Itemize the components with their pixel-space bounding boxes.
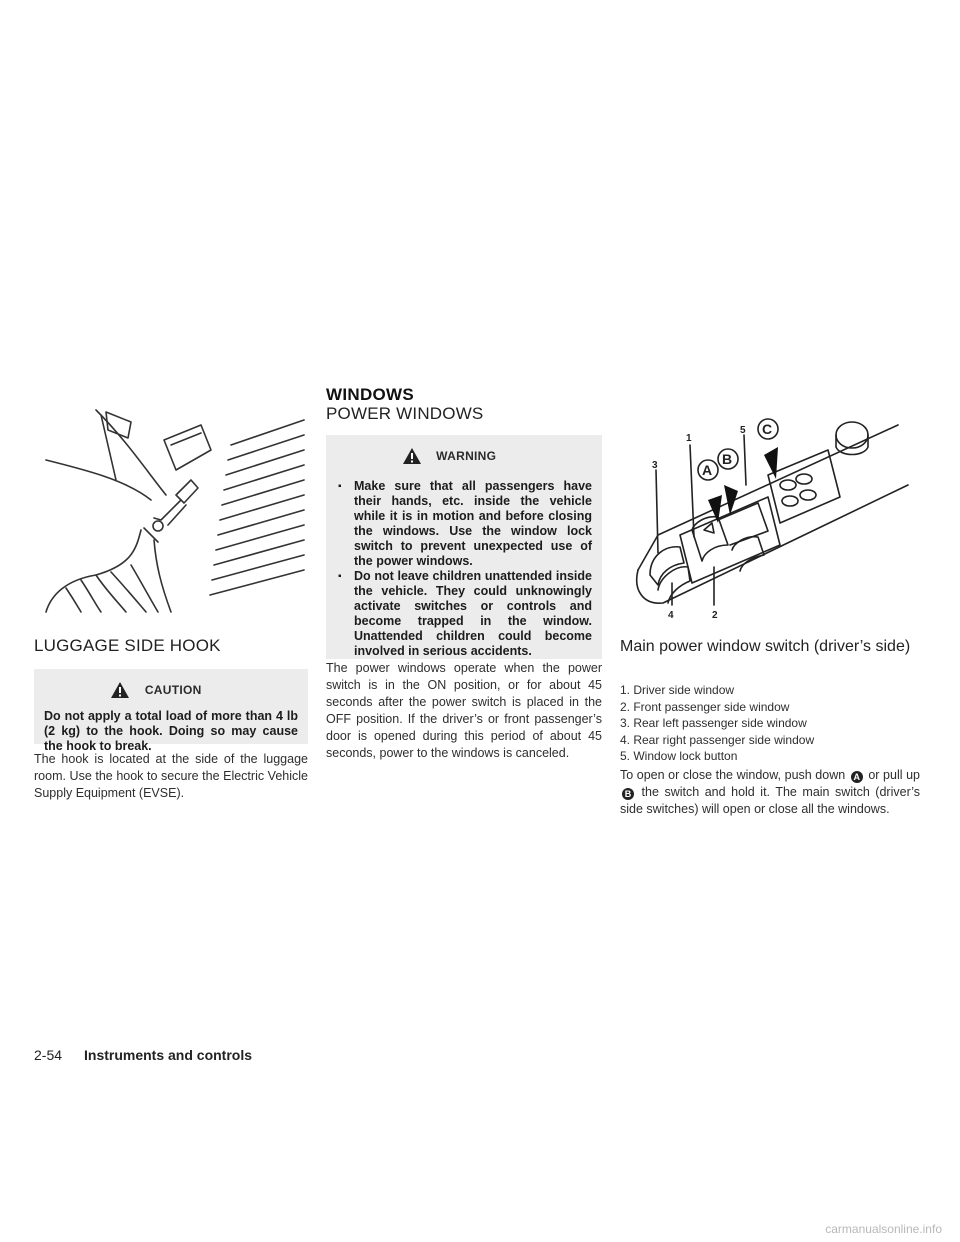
windows-chapter-title: WINDOWS <box>326 385 415 404</box>
main-switch-body: To open or close the window, push down A or pull up B the switch and hold it. The main switch (driver’s side switches) will open or close all the windows. <box>620 768 920 816</box>
warning-item: ▪ Make sure that all passengers have their hands, etc. inside the vehicle while it is in motion and before closing the windows. Use the window lock switch to prevent unexpected use of the power windows. <box>336 479 592 569</box>
callout-4: 4 <box>668 610 674 621</box>
luggage-hook-body: The hook is located at the side of the luggage room. Use the hook to secure the Electric Vehicle Supply Equipment (EVSE). <box>34 752 308 800</box>
warning-triangle-icon <box>110 681 130 699</box>
list-item: 5. Window lock button <box>620 749 738 763</box>
watermark: carmanualsonline.info <box>825 1222 942 1236</box>
warning-item: ▪ Do not leave children unattended inside the vehicle. They could unknowingly activate switches or controls and become trapped in the window. Unattended children could become involved in serious accidents. <box>336 569 592 659</box>
list-item: 1. Driver side window <box>620 683 735 697</box>
callout-5: 5 <box>740 425 746 436</box>
page-number: 2-54 <box>34 1047 63 1063</box>
callout-a-inline: A <box>851 771 863 783</box>
list-item: 4. Rear right passenger side window <box>620 732 815 747</box>
footer-chapter: Instruments and controls <box>84 1047 253 1063</box>
callout-b-inline: B <box>622 788 634 800</box>
list-item: 2. Front passenger side window <box>620 699 790 714</box>
callout-c: C <box>762 421 773 437</box>
callout-a: A <box>702 462 713 478</box>
luggage-side-hook-title: LUGGAGE SIDE HOOK <box>34 636 221 655</box>
power-windows-title: POWER WINDOWS <box>326 404 484 423</box>
caution-label: CAUTION <box>144 683 202 697</box>
list-item: 3. Rear left passenger side window <box>620 716 807 730</box>
power-windows-body: The power windows operate when the power switch is in the ON position, or for about 45 seconds after the power switch is placed in the OFF position. If the driver’s or front passenger’s door is opened during this period of about 45 seconds, power to the windows is canceled. <box>326 661 602 760</box>
warning-box <box>326 435 602 659</box>
warning-triangle-icon <box>402 447 422 465</box>
callout-2: 2 <box>712 610 718 621</box>
caution-text: Do not apply a total load of more than 4 lb (2 kg) to the hook. Doing so may cause the hook to break. <box>44 709 298 753</box>
luggage-hook-illustration <box>36 400 308 615</box>
power-window-switch-diagram <box>618 405 918 623</box>
caution-box <box>34 669 308 753</box>
callout-b: B <box>722 451 733 467</box>
main-switch-title: Main power window switch (driver’s side) <box>620 638 911 655</box>
warning-label: WARNING <box>436 449 497 463</box>
callout-1: 1 <box>686 433 692 444</box>
switch-legend-list <box>620 682 920 765</box>
callout-3: 3 <box>652 460 658 471</box>
